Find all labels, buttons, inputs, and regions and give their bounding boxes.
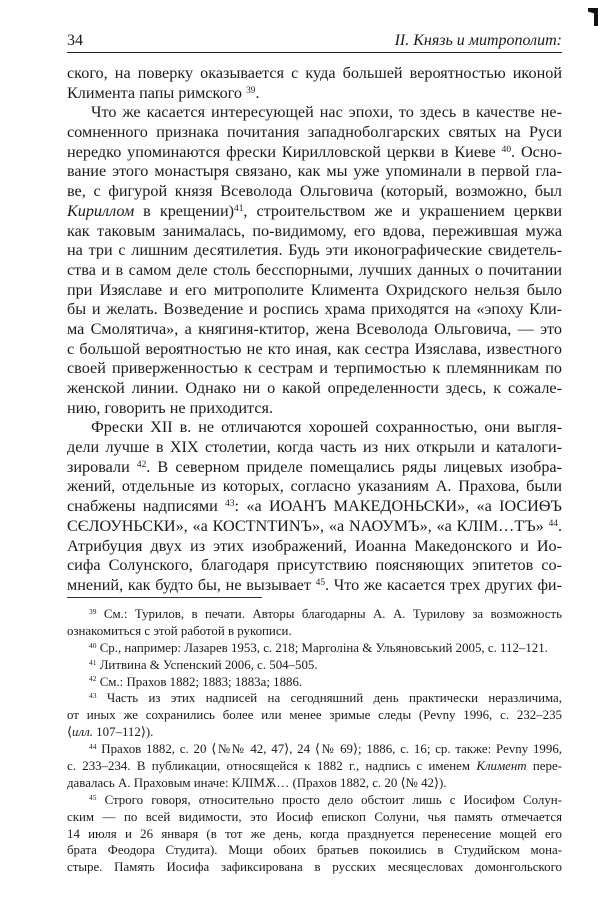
footnote-line <box>67 775 562 792</box>
text-run: Фрески XII в. не отличаются хорошей сохранностью, они выгля- <box>91 418 562 437</box>
text-run: вание этого монастыря связано, как мы уже упоминали в первой гла- <box>67 162 562 181</box>
text-run: 107–112⟩). <box>92 725 154 740</box>
text-line <box>67 418 562 438</box>
text-run: . <box>255 83 260 102</box>
text-run: пере- <box>526 759 562 774</box>
text-run: на три с лишним десятилетия. Будь эти иконографические свидетель- <box>67 241 562 260</box>
text-run: сомненного признака почитания западноболгарских святых на Руси <box>67 123 562 142</box>
text-run: ознакомиться с этой работой в рукописи. <box>67 623 292 638</box>
footnote-line <box>67 741 562 758</box>
footnote-ref: 42 <box>89 674 97 684</box>
footnote-ref: 43 <box>225 498 235 509</box>
text-line <box>67 281 562 301</box>
italic-text: Кириллом <box>67 201 135 220</box>
text-line <box>67 576 562 596</box>
text-run: . Что же касается трех других фи- <box>325 575 562 594</box>
text-line <box>67 359 562 379</box>
text-line <box>67 162 562 182</box>
text-run: дели лучше в XIX столетии, когда часть из них открыли и каталоги- <box>67 438 562 457</box>
main-text <box>67 64 562 596</box>
text-run: мнений, как будто бы, не вызывает <box>67 575 316 594</box>
footnote-ref: 39 <box>89 606 97 616</box>
footnote-line <box>67 792 562 809</box>
text-run: при Изяславе и его митрополите Климента Охридского нельзя было <box>67 280 562 299</box>
footnote-line <box>67 809 562 826</box>
footnote-line <box>67 690 562 707</box>
text-run: Атрибуция двух из этих изображений, Иоанна Македонского и Ио- <box>67 536 562 555</box>
text-run: бы и желать. Возведение и роспись храма приходятся на «эпоху Кли- <box>67 300 562 319</box>
text-line <box>67 537 562 557</box>
footnote-line <box>67 674 562 691</box>
footnote-ref: 45 <box>315 577 325 588</box>
footnote-ref: 39 <box>246 85 256 96</box>
footnote-line <box>67 606 562 623</box>
text-line <box>67 143 562 163</box>
footnote-divider <box>67 597 262 598</box>
text-run: Прахов 1882, с. 20 ⟨№№ 42, 47⟩, 24 ⟨№ 69⟩; 1886, с. 16; ср. также: Pevny 1996, <box>96 742 562 757</box>
footnote-ref: 40 <box>501 144 512 155</box>
text-run: Ср., например: Лазарев 1953, с. 218; Марголіна & Ульяновський 2005, с. 112–121. <box>96 640 548 655</box>
text-run: снабжены надписями <box>67 497 226 516</box>
text-run: См.: Турилов, в печати. Авторы благодарны А. А. Турилову за возможность <box>96 607 562 621</box>
text-run: от иных же сохранились более или менее зримые следы (Pevny 1996, с. 232–235 <box>67 708 562 723</box>
text-line <box>67 556 562 576</box>
text-run: стыре. Память Иосифа зафиксирована в русских месяцесловах домонгольского <box>67 860 562 875</box>
text-run: жений, отдельные из которых, согласно указаниям А. Прахова, были <box>67 477 562 496</box>
footnote-line <box>67 657 562 674</box>
footnote-ref: 44 <box>548 518 558 529</box>
text-line <box>67 320 562 340</box>
text-run: 14 июля и 26 января (в тот же день, когда празднуется перенесение мощей его <box>67 826 562 841</box>
text-line <box>67 123 562 143</box>
text-line <box>67 340 562 360</box>
text-run: ства и в самом деле столь бесспорными, лучших данных о почитании <box>67 260 562 279</box>
text-run: как таковым занималась, по-видимому, его вдова, пережившая мужа <box>67 221 562 240</box>
footnote-ref: 41 <box>89 657 97 667</box>
text-line <box>67 261 562 281</box>
text-run: СЄЛОУНЬСКИ», «а КОСТNТИNЪ», «а NАОУМЪ», «а КЛІМ…ТЪ» <box>67 516 549 535</box>
text-run: зировали <box>67 457 137 476</box>
text-run: Литвина & Успенский 2006, с. 504–505. <box>96 657 318 672</box>
footnote-ref: 45 <box>89 792 97 802</box>
text-run: Строго говоря, относительно просто дело обстоит лишь с Иосифом Солун- <box>96 792 562 807</box>
text-run: , строительством же и украшением церкви <box>243 201 562 220</box>
footnote-ref: 44 <box>89 742 97 752</box>
text-line <box>67 241 562 261</box>
text-run: . <box>557 516 562 535</box>
running-header <box>67 30 562 53</box>
text-run: : «а ИОАНЪ МАКЕДОНЬСКИ», «а ІОСИѲЪ <box>234 497 562 516</box>
text-line <box>67 379 562 399</box>
text-run: своей приверженностью к сестрам и терпимостью к племянникам по <box>67 359 562 378</box>
text-line <box>67 477 562 497</box>
text-run: Что же касается интересующей нас эпохи, то здесь в качестве не- <box>91 103 562 122</box>
text-run: давалась А. Праховым иначе: КЛІМѪ… (Прахов 1882, с. 20 ⟨№ 42⟩). <box>67 775 447 790</box>
text-line <box>67 300 562 320</box>
page-number: 34 <box>67 32 83 49</box>
text-run: нередко упоминаются фрески Кирилловской церкви в Киеве <box>67 142 502 161</box>
text-run: . В северном приделе помещались ряды лицевых изобра- <box>146 457 562 476</box>
text-line <box>67 399 562 419</box>
text-run: Климента папы римского <box>67 83 247 102</box>
footnote-line <box>67 707 562 724</box>
text-line <box>67 103 562 123</box>
text-run: в крещении) <box>134 201 235 220</box>
footnote-ref: 40 <box>89 640 97 650</box>
text-run: ве, с фигурой князя Всеволода Ольговича (который, возможно, был <box>67 182 562 201</box>
text-run: См.: Прахов 1882; 1883; 1883а; 1886. <box>96 674 303 689</box>
text-run: ского, на поверку оказывается с куда большей вероятностью иконой <box>67 64 562 82</box>
text-line <box>67 458 562 478</box>
text-run: Часть из этих надписей на сегодняшний день практически неразличима, <box>96 691 562 706</box>
text-run: ским — по всей видимости, это Иосиф епископ Солуни, чья память отмечается <box>67 809 562 824</box>
text-line <box>67 222 562 242</box>
text-line <box>67 438 562 458</box>
scan-corner-mark <box>588 8 598 26</box>
text-run: ⟨ <box>67 725 73 740</box>
footnote-line <box>67 758 562 775</box>
text-line <box>67 497 562 517</box>
footnote-ref: 41 <box>234 203 244 214</box>
text-run: женской линии. Однако ни о какой определенности здесь, к сожале- <box>67 379 562 397</box>
footnotes <box>67 606 562 876</box>
text-run: . Осно- <box>511 142 562 161</box>
text-run: брата Феодора Студита). Мощи обоих братьев покоились в Студийском мона- <box>67 843 562 858</box>
italic-text: Климент <box>476 759 527 774</box>
footnote-ref: 43 <box>89 691 97 701</box>
footnote-line <box>67 859 562 876</box>
text-line <box>67 182 562 202</box>
text-line <box>67 517 562 537</box>
text-run: нию, говорить не приходится. <box>67 398 273 417</box>
text-run: сифа Солунского, благодаря присутствию поясняющих эпитетов со- <box>67 556 562 575</box>
footnote-line <box>67 724 562 741</box>
text-run: с. 233–234. В публикации, относящейся к 1882 г., надпись с именем <box>67 759 477 774</box>
footnote-line <box>67 623 562 640</box>
text-line <box>67 202 562 222</box>
running-title: II. Князь и митрополит: <box>394 32 562 49</box>
text-run: ма Смолятича», а княгиня-ктитор, жена Всеволода Ольговича, — это <box>67 319 562 338</box>
footnote-line <box>67 842 562 859</box>
text-run: с большой вероятностью не кто иная, как сестра Изяслава, известного <box>67 339 562 358</box>
italic-text: илл. <box>72 725 93 740</box>
text-line <box>67 84 562 104</box>
footnote-line <box>67 826 562 843</box>
footnote-ref: 42 <box>136 459 147 470</box>
footnote-line <box>67 640 562 657</box>
text-line <box>67 64 562 84</box>
